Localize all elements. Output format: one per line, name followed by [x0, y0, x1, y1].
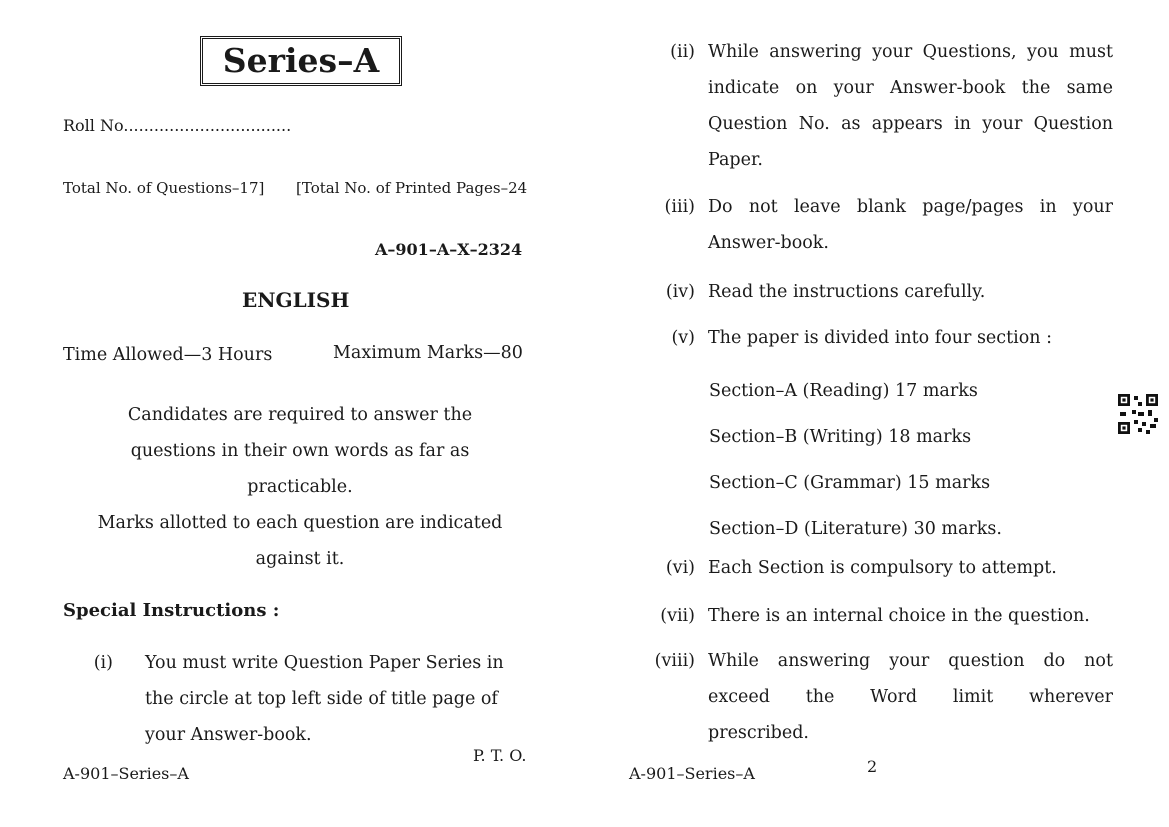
instruction-line: Read the instructions carefully.: [708, 282, 986, 302]
instruction-number: (i): [93, 653, 113, 673]
instruction-number: (iv): [665, 282, 695, 302]
note-line: questions in their own words as far as: [130, 441, 470, 461]
instruction-line: Each Section is compulsory to attempt.: [708, 558, 1057, 578]
paper-code: A–901–A–X–2324: [375, 240, 523, 259]
right-footer: A-901–Series–A: [629, 764, 755, 783]
instruction-number: (vi): [665, 558, 695, 578]
roll-no: Roll No.................................: [63, 116, 292, 135]
instruction-line: Answer-book.: [708, 233, 829, 253]
note-line: against it.: [255, 549, 345, 569]
right-page: [585, 0, 1169, 827]
instruction-number: (viii): [654, 651, 695, 671]
time-allowed: Time Allowed—3 Hours: [63, 345, 273, 365]
instruction-line: While answering your question do not: [708, 651, 1113, 671]
instruction-line: While answering your Questions, you must: [708, 42, 1113, 62]
section-c: Section–C (Grammar) 15 marks: [709, 473, 991, 493]
note-line: practicable.: [247, 477, 353, 497]
instruction-line: There is an internal choice in the question.: [708, 606, 1090, 626]
instruction-line: Paper.: [708, 150, 763, 170]
total-questions: Total No. of Questions–17]: [63, 179, 265, 197]
total-pages: [Total No. of Printed Pages–24: [296, 179, 528, 197]
instruction-line: The paper is divided into four section :: [708, 328, 1052, 348]
instruction-number: (iii): [664, 197, 695, 217]
instruction-line: prescribed.: [708, 723, 809, 743]
instruction-line: your Answer-book.: [145, 725, 312, 745]
max-marks: Maximum Marks—80: [333, 343, 523, 363]
instruction-line: You must write Question Paper Series in: [145, 653, 504, 673]
note-marks: [70, 505, 530, 577]
note-line: Candidates are required to answer the: [127, 405, 473, 425]
section-a: Section–A (Reading) 17 marks: [709, 381, 978, 401]
instruction-line: the circle at top left side of title page of: [145, 689, 498, 709]
note-line: Marks allotted to each question are indicated: [97, 513, 503, 533]
section-d: Section–D (Literature) 30 marks.: [709, 519, 1002, 539]
instruction-line: exceed the Word limit wherever: [708, 687, 1113, 707]
instruction-line: indicate on your Answer-book the same: [708, 78, 1113, 98]
series-box: Series–A: [200, 36, 402, 86]
instruction-line: Question No. as appears in your Question: [708, 114, 1113, 134]
subject-title: ENGLISH: [242, 288, 350, 312]
instruction-number: (ii): [670, 42, 695, 62]
left-footer: A-901–Series–A: [63, 764, 189, 783]
section-list: [709, 368, 1002, 552]
instruction-line: Do not leave blank page/pages in your: [708, 197, 1113, 217]
section-b: Section–B (Writing) 18 marks: [709, 427, 972, 447]
note-own-words: [100, 397, 500, 505]
page-number: 2: [867, 757, 878, 776]
qr-code-icon: [1118, 394, 1158, 434]
special-instructions-heading: Special Instructions :: [63, 600, 280, 621]
pto: P. T. O.: [473, 746, 527, 765]
instruction-number: (v): [671, 328, 695, 348]
instruction-number: (vii): [660, 606, 695, 626]
